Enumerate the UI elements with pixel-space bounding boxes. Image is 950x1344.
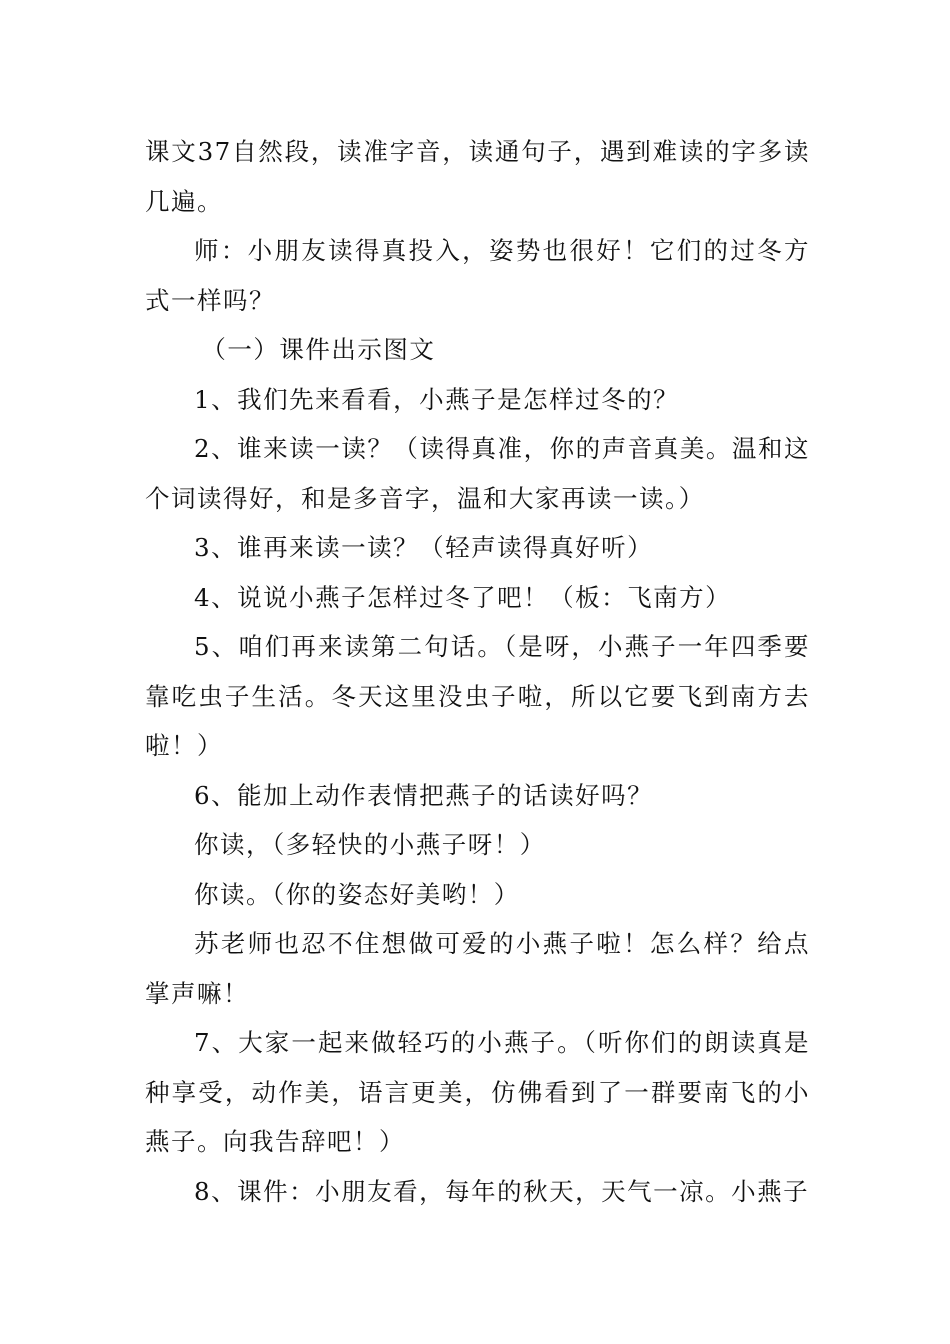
list-item-5: 5、咱们再来读第二句话。（是呀，小燕子一年四季要靠吃虫子生活。冬天这里没虫子啦，所以它要飞到南方去啦！）: [145, 632, 810, 760]
list-item-1: 1、我们先来看看，小燕子是怎样过冬的？: [194, 384, 680, 414]
document-body: [145, 127, 810, 1216]
list-item-2: 2、谁来读一读？（读得真准，你的声音真美。温和这个词读得好，和是多音字，温和大家再读一读。）: [145, 434, 810, 513]
paragraph-continuation: 课文37自然段，读准字音，读通句子，遇到难读的字多读几遍。: [145, 137, 810, 216]
list-item-4: 4、说说小燕子怎样过冬了吧！（板：飞南方）: [194, 582, 732, 612]
paragraph-you-read-1: 你读，（多轻快的小燕子呀！）: [194, 830, 546, 859]
paragraph-teacher-swallow: 苏老师也忍不住想做可爱的小燕子啦！怎么样？给点掌声嘛！: [145, 929, 810, 1008]
list-item-6: 6、能加上动作表情把燕子的话读好吗？: [194, 780, 654, 810]
paragraph-you-read-2: 你读。（你的姿态好美哟！）: [194, 879, 520, 909]
list-item-8: 8、课件：小朋友看，每年的秋天，天气一凉。小燕子: [194, 1176, 810, 1206]
list-item-3: 3、谁再来读一读？（轻声读得真好听）: [194, 533, 654, 562]
paragraph-teacher-remark: 师：小朋友读得真投入，姿势也很好！它们的过冬方式一样吗？: [145, 236, 810, 315]
section-heading: （一）课件出示图文: [201, 335, 436, 364]
list-item-7: 7、大家一起来做轻巧的小燕子。（听你们的朗读真是种享受，动作美，语言更美，仿佛看到了一群要南飞的小燕子。向我告辞吧！）: [145, 1028, 810, 1156]
